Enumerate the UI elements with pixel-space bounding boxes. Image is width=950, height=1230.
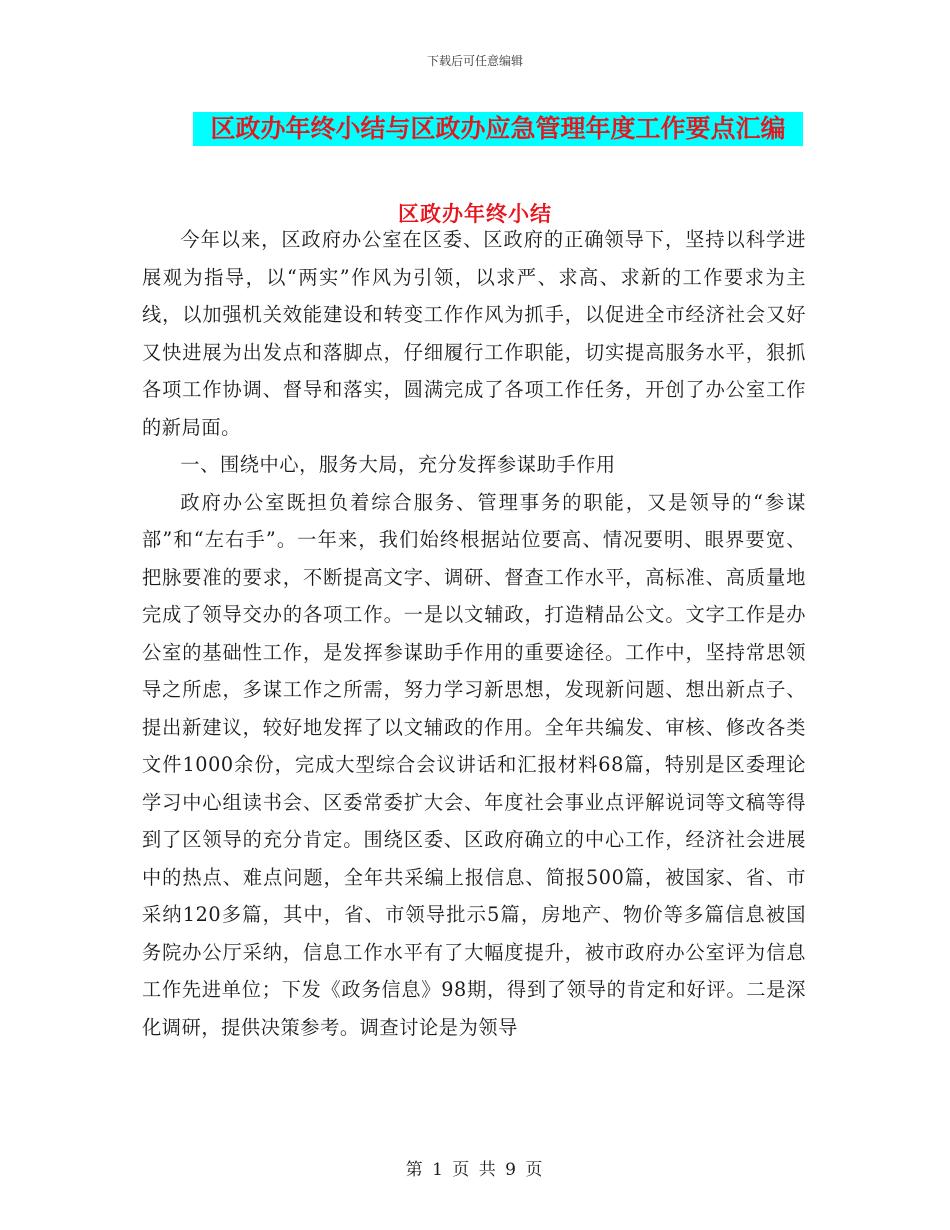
page-number-footer: 第 1 页 共 9 页 xyxy=(405,1160,545,1180)
section-title: 区政办年终小结 xyxy=(398,201,552,226)
body-text xyxy=(142,221,806,1046)
paragraph-intro: 今年以来，区政府办公室在区委、区政府的正确领导下，坚持以科学进展观为指导，以“两实”作风为引领，以求严、求高、求新的工作要求为主线，以加强机关效能建设和转变工作作风为抓手，以促进全市经济社会又好又快进展为出发点和落脚点，仔细履行工作职能，切实提高服务水平，狠抓各项工作协调、督导和落实，圆满完成了各项工作任务，开创了办公室工作的新局面。 xyxy=(142,228,806,439)
document-title: 区政办年终小结与区政办应急管理年度工作要点汇编 xyxy=(193,112,803,146)
paragraph-body-1: 政府办公室既担负着综合服务、管理事务的职能，又是领导的“参谋部”和“左右手”。一年来，我们始终根据站位要高、情况要明、眼界要宽、把脉要准的要求，不断提高文字、调研、督查工作水平，高标准、高质量地完成了领导交办的各项工作。一是以文辅政，打造精品公文。文字工作是办公室的基础性工作，是发挥参谋助手作用的重要途径。工作中，坚持常思领导之所虑，多谋工作之所需，努力学习新思想，发现新问题、想出新点子、提出新建议，较好地发挥了以文辅政的作用。全年共编发、审核、修改各类文件1000余份，完成大型综合会议讲话和汇报材料68篇，特别是区委理论学习中心组读书会、区委常委扩大会、年度社会事业点评解说词等文稿等得到了区领导的充分肯定。围绕区委、区政府确立的中心工作，经济社会进展中的热点、难点问题，全年共采编上报信息、简报500篇，被国家、省、市采纳120多篇，其中，省、市领导批示5篇，房地产、物价等多篇信息被国务院办公厅采纳，信息工作水平有了大幅度提升，被市政府办公室评为信息工作先进单位；下发《政务信息》98期，得到了领导的肯定和好评。二是深化调研，提供决策参考。调查讨论是为领导 xyxy=(142,490,806,1039)
header-note: 下载后可任意编辑 xyxy=(426,54,523,68)
paragraph-heading-1: 一、围绕中心，服务大局，充分发挥参谋助手作用 xyxy=(180,453,616,476)
